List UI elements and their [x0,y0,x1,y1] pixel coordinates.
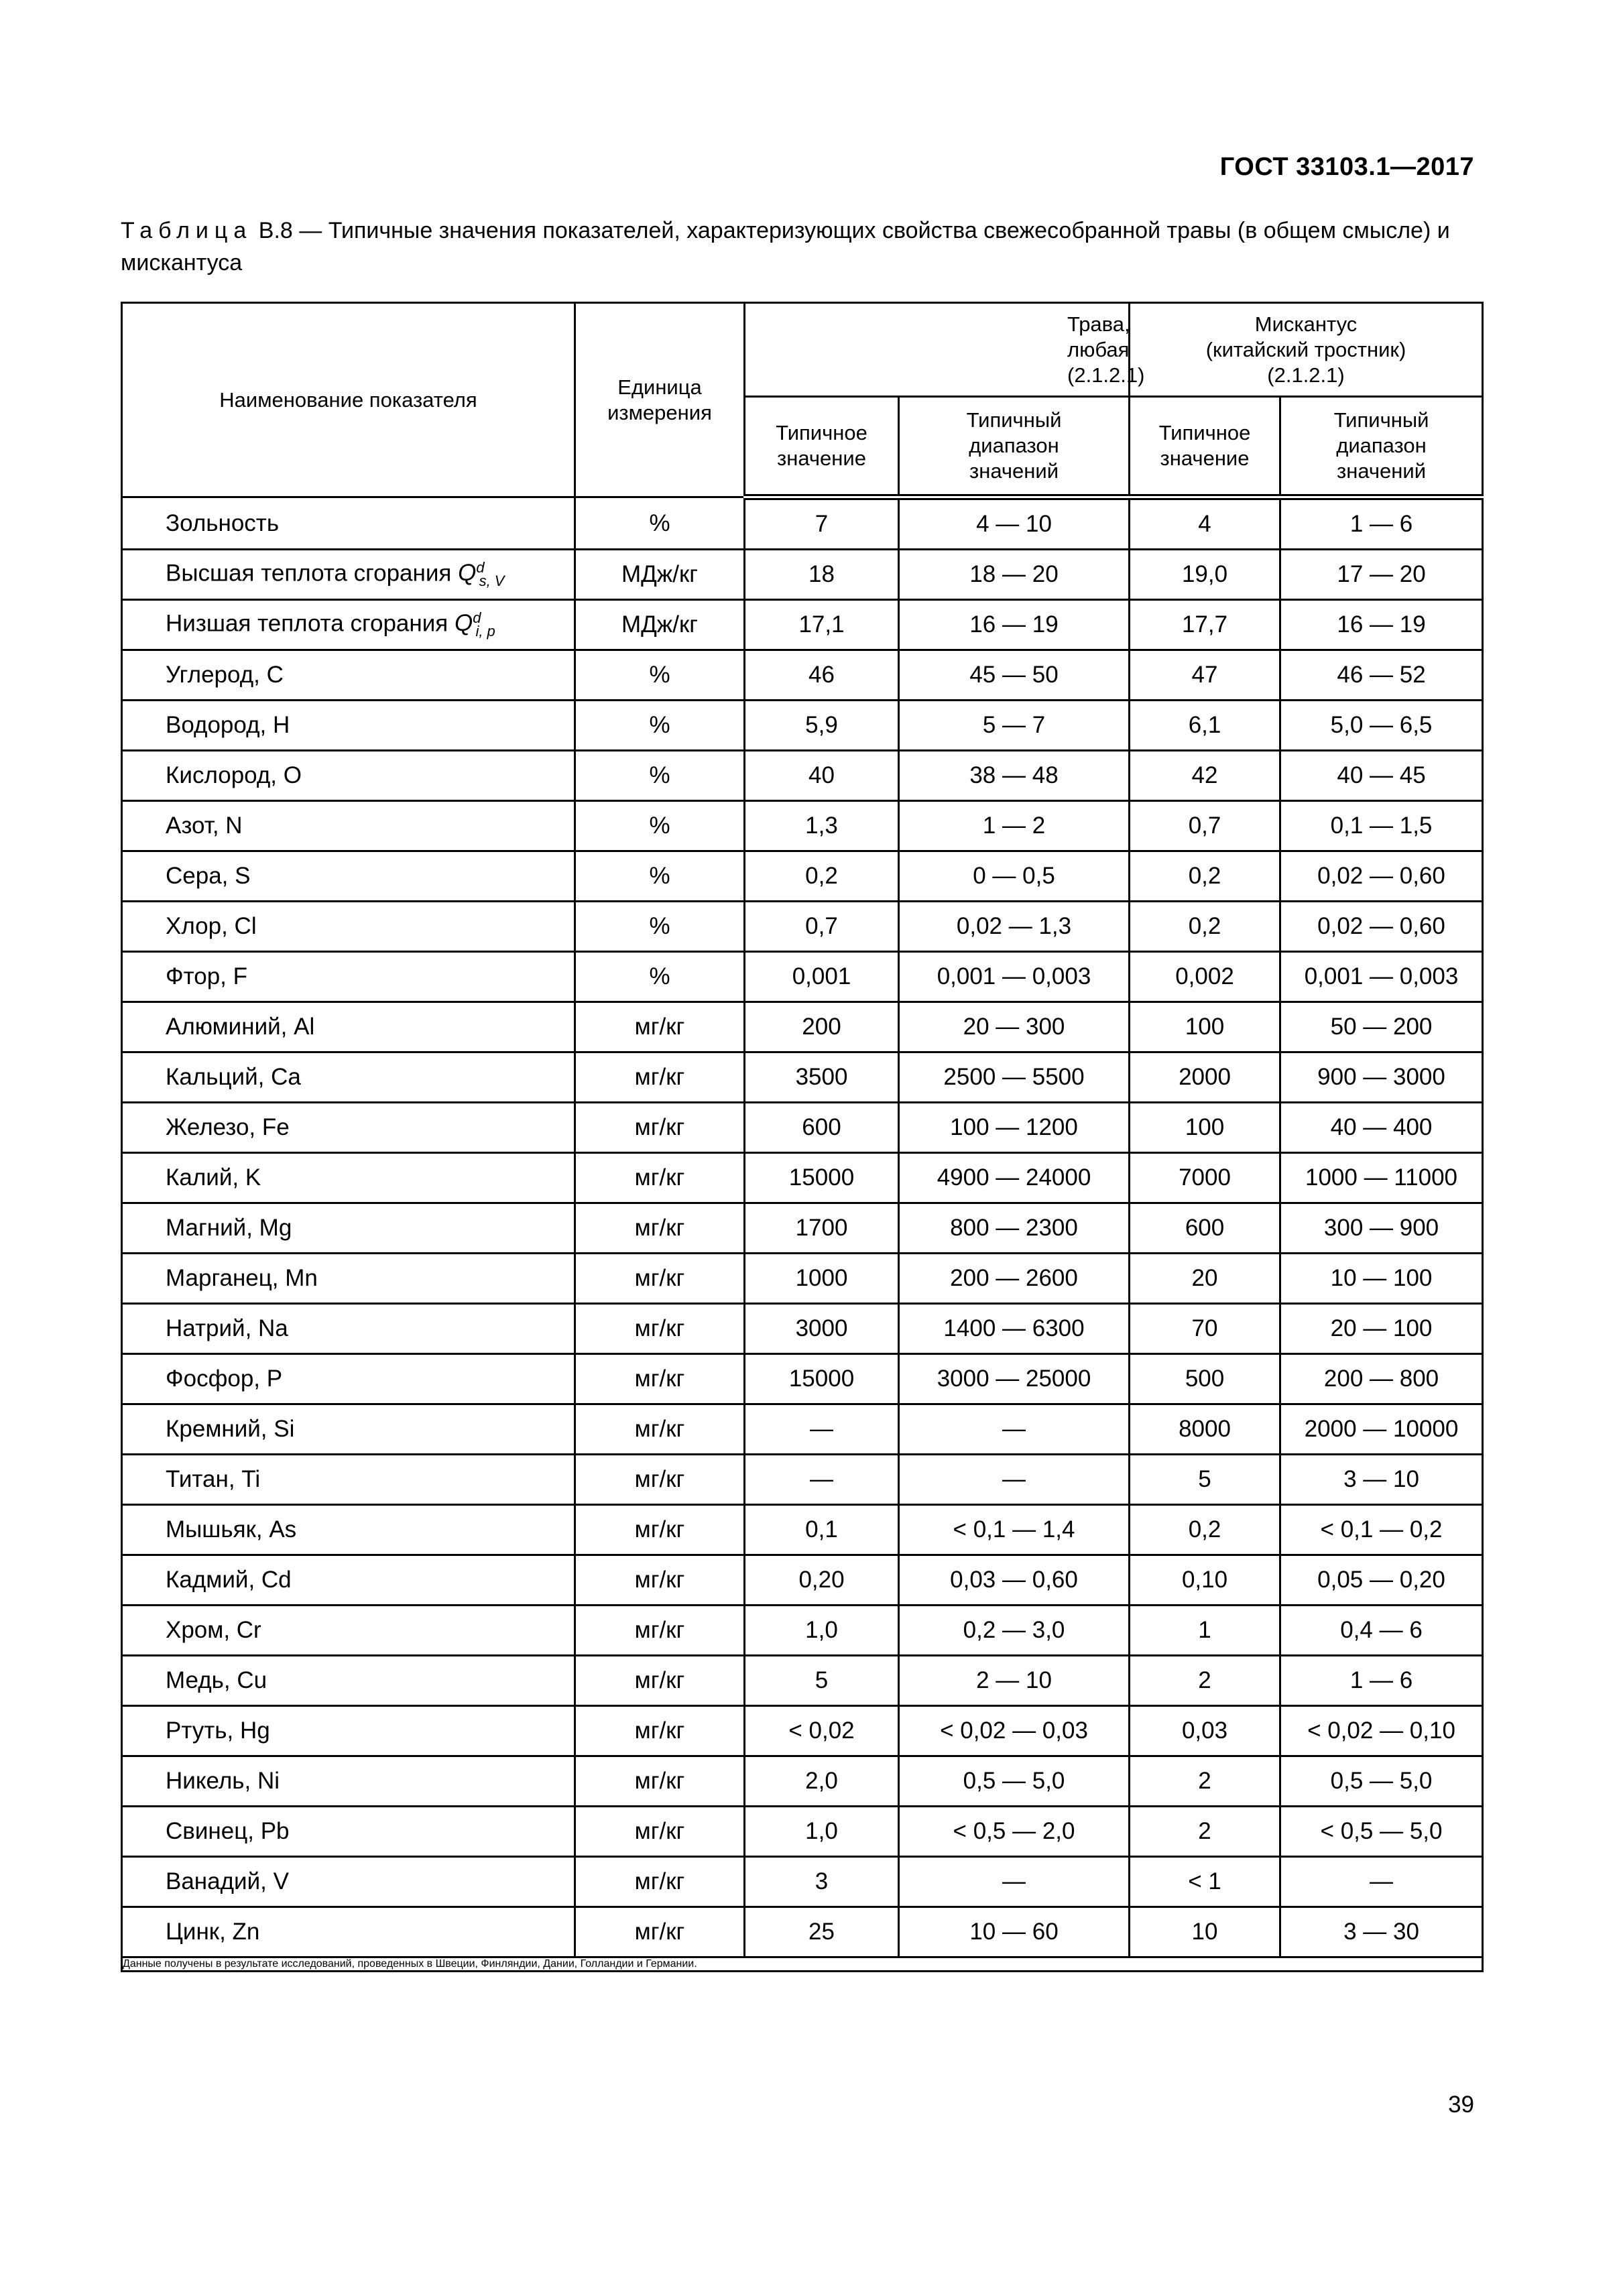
row-indicator-name [122,1002,575,1052]
cell-grass-typical: 1700 [745,1203,899,1254]
row-indicator-name [122,650,575,701]
table-row [122,497,1483,550]
cell-grass-typical: 0,7 [745,902,899,952]
cell-misc-typical: 8000 [1130,1404,1280,1455]
cell-unit: мг/кг [575,1807,745,1857]
row-indicator-name [122,1555,575,1606]
table-row [122,1002,1483,1052]
cell-unit: МДж/кг [575,550,745,600]
row-indicator-name [122,1756,575,1807]
row-indicator-name [122,1606,575,1656]
cell-misc-range: — [1280,1857,1483,1907]
indicator-label: Фосфор, P [166,1366,283,1392]
cell-misc-typical: 0,2 [1130,1505,1280,1555]
header-indicator: Наименование показателя [122,303,575,497]
cell-grass-range: 0,02 — 1,3 [899,902,1130,952]
row-indicator-name [122,902,575,952]
symbol-superscript: d [473,609,481,626]
indicator-label: Кремний, Si [166,1416,295,1442]
indicator-label: Низшая теплота сгорания [166,610,448,637]
row-indicator-name [122,1857,575,1907]
cell-misc-range: 0,02 — 0,60 [1280,851,1483,902]
indicator-label: Ванадий, V [166,1868,289,1894]
cell-misc-range: 5,0 — 6,5 [1280,701,1483,751]
indicator-label: Высшая теплота сгорания [166,560,452,587]
cell-grass-typical: 15000 [745,1354,899,1404]
cell-misc-typical: 17,7 [1130,600,1280,650]
cell-grass-range: 2 — 10 [899,1656,1130,1706]
cell-unit: % [575,902,745,952]
caption-number: В.8 [258,218,293,243]
cell-unit: % [575,851,745,902]
caption-dash: — [292,218,328,243]
table-row [122,902,1483,952]
miscanthus-line-1: Мискантус [1254,312,1358,336]
cell-misc-range: 16 — 19 [1280,600,1483,650]
table-row [122,801,1483,851]
cell-grass-range: 20 — 300 [899,1002,1130,1052]
table-row [122,751,1483,801]
table-row [122,1807,1483,1857]
cell-misc-typical: 600 [1130,1203,1280,1254]
cell-misc-range: 0,05 — 0,20 [1280,1555,1483,1606]
indicator-label: Водород, H [166,712,290,738]
cell-grass-typical: < 0,02 [745,1706,899,1756]
table-row [122,1052,1483,1103]
symbol-subscript: s, V [479,572,505,590]
cell-misc-range: 46 — 52 [1280,650,1483,701]
cell-grass-range: 18 — 20 [899,550,1130,600]
cell-grass-typical: 600 [745,1103,899,1153]
table-row [122,1203,1483,1254]
symbol-superscript: d [476,558,485,576]
table-row [122,1606,1483,1656]
cell-unit: мг/кг [575,1354,745,1404]
cell-grass-range: — [899,1404,1130,1455]
cell-misc-range: 0,5 — 5,0 [1280,1756,1483,1807]
indicator-label: Азот, N [166,812,243,839]
cell-unit: мг/кг [575,1052,745,1103]
cell-misc-typical: 2 [1130,1756,1280,1807]
indicator-label: Углерод, C [166,662,284,688]
table-row [122,1455,1483,1505]
table-row [122,851,1483,902]
standard-code: ГОСТ 33103.1—2017 [1219,153,1474,181]
table-row [122,1304,1483,1354]
cell-unit: мг/кг [575,1254,745,1304]
cell-misc-typical: 7000 [1130,1153,1280,1203]
miscanthus-line-3: (2.1.2.1) [1267,363,1345,387]
cell-misc-range: 1 — 6 [1280,1656,1483,1706]
cell-unit: % [575,497,745,550]
cell-unit: мг/кг [575,1455,745,1505]
cell-unit: мг/кг [575,1002,745,1052]
row-indicator-name [122,1656,575,1706]
miscanthus-line-2: (китайский тростник) [1205,337,1406,361]
cell-unit: мг/кг [575,1404,745,1455]
cell-unit: мг/кг [575,1756,745,1807]
row-indicator-name [122,1907,575,1957]
cell-unit: мг/кг [575,1606,745,1656]
symbol-letter: Q [458,560,477,587]
cell-grass-range: 5 — 7 [899,701,1130,751]
cell-grass-range: 2500 — 5500 [899,1052,1130,1103]
cell-grass-range: < 0,1 — 1,4 [899,1505,1130,1555]
cell-misc-typical: 2 [1130,1656,1280,1706]
cell-unit: мг/кг [575,1706,745,1756]
data-table [121,302,1484,1972]
cell-grass-range: 0,5 — 5,0 [899,1756,1130,1807]
table-row [122,1907,1483,1957]
cell-misc-typical: 42 [1130,751,1280,801]
indicator-label: Магний, Mg [166,1215,292,1241]
cell-misc-typical: 0,002 [1130,952,1280,1002]
cell-misc-range: < 0,5 — 5,0 [1280,1807,1483,1857]
indicator-label: Марганец, Mn [166,1265,318,1291]
table-row [122,1153,1483,1203]
cell-grass-typical: 5,9 [745,701,899,751]
indicator-label: Цинк, Zn [166,1919,260,1945]
page-number: 39 [1448,2092,1474,2118]
cell-unit: мг/кг [575,1505,745,1555]
table-row [122,952,1483,1002]
table-row [122,550,1483,600]
cell-grass-typical: 15000 [745,1153,899,1203]
cell-misc-range: 1000 — 11000 [1280,1153,1483,1203]
cell-grass-range: 200 — 2600 [899,1254,1130,1304]
table-row [122,1103,1483,1153]
cell-unit: мг/кг [575,1907,745,1957]
cell-grass-range: 3000 — 25000 [899,1354,1130,1404]
cell-grass-typical: 0,2 [745,851,899,902]
cell-unit: % [575,650,745,701]
cell-misc-range: 0,1 — 1,5 [1280,801,1483,851]
cell-misc-typical: 47 [1130,650,1280,701]
cell-grass-range: 1400 — 6300 [899,1304,1130,1354]
indicator-label: Кадмий, Cd [166,1567,292,1593]
row-indicator-name [122,1505,575,1555]
cell-grass-typical: 2,0 [745,1756,899,1807]
cell-grass-range: 4 — 10 [899,497,1130,550]
indicator-label: Свинец, Pb [166,1818,290,1844]
cell-grass-typical: 1000 [745,1254,899,1304]
cell-unit: мг/кг [575,1857,745,1907]
cell-grass-typical: 0,1 [745,1505,899,1555]
cell-grass-typical: 1,0 [745,1807,899,1857]
table-body [122,497,1483,1957]
cell-grass-range: 10 — 60 [899,1907,1130,1957]
indicator-symbol [454,609,495,640]
indicator-label: Сера, S [166,863,251,889]
cell-misc-typical: 2000 [1130,1052,1280,1103]
row-indicator-name [122,1404,575,1455]
cell-misc-typical: 4 [1130,497,1280,550]
row-indicator-name [122,1354,575,1404]
table-row [122,1555,1483,1606]
header-miscanthus-group [1130,303,1483,397]
cell-grass-typical: 46 [745,650,899,701]
indicator-label: Кислород, O [166,762,302,788]
row-indicator-name [122,1807,575,1857]
cell-grass-range: — [899,1857,1130,1907]
cell-grass-range: 0,2 — 3,0 [899,1606,1130,1656]
cell-misc-typical: < 1 [1130,1857,1280,1907]
row-indicator-name [122,1153,575,1203]
row-indicator-name [122,851,575,902]
row-indicator-name [122,497,575,550]
indicator-label: Калий, K [166,1164,261,1191]
table-row [122,1857,1483,1907]
indicator-symbol [458,558,505,590]
cell-misc-range: < 0,1 — 0,2 [1280,1505,1483,1555]
cell-unit: мг/кг [575,1153,745,1203]
cell-misc-range: 20 — 100 [1280,1304,1483,1354]
cell-misc-range: 900 — 3000 [1280,1052,1483,1103]
table-caption [121,215,1482,279]
table-row [122,1505,1483,1555]
cell-misc-typical: 0,2 [1130,902,1280,952]
cell-misc-range: 2000 — 10000 [1280,1404,1483,1455]
cell-grass-typical: 3000 [745,1304,899,1354]
table-row [122,600,1483,650]
indicator-label: Фтор, F [166,963,248,989]
cell-grass-range: 0,03 — 0,60 [899,1555,1130,1606]
cell-misc-range: 0,001 — 0,003 [1280,952,1483,1002]
indicator-label: Кальций, Ca [166,1064,301,1090]
cell-misc-typical: 0,03 [1130,1706,1280,1756]
cell-misc-range: 50 — 200 [1280,1002,1483,1052]
row-indicator-name [122,600,575,650]
indicator-label: Медь, Cu [166,1667,267,1693]
cell-grass-typical: 18 [745,550,899,600]
cell-misc-range: 3 — 30 [1280,1907,1483,1957]
caption-label: Таблица [121,218,253,243]
table-row [122,1254,1483,1304]
cell-grass-range: 1 — 2 [899,801,1130,851]
cell-unit: мг/кг [575,1555,745,1606]
cell-misc-typical: 100 [1130,1103,1280,1153]
cell-unit: мг/кг [575,1656,745,1706]
cell-grass-range: 100 — 1200 [899,1103,1130,1153]
table-row [122,1354,1483,1404]
row-indicator-name [122,701,575,751]
cell-misc-typical: 1 [1130,1606,1280,1656]
table-row [122,1656,1483,1706]
cell-misc-typical: 100 [1130,1002,1280,1052]
symbol-letter: Q [454,610,473,637]
symbol-subscript: i, p [475,623,495,640]
cell-misc-typical: 0,2 [1130,851,1280,902]
table-note: Данные получены в результате исследований, проведенных в Швеции, Финляндии, Дании, Голландии и Германии. [122,1957,1483,1972]
row-indicator-name [122,1455,575,1505]
row-indicator-name [122,1304,575,1354]
cell-unit: % [575,751,745,801]
indicator-label: Ртуть, Hg [166,1717,270,1744]
cell-grass-range: 0 — 0,5 [899,851,1130,902]
cell-unit: МДж/кг [575,600,745,650]
cell-misc-typical: 6,1 [1130,701,1280,751]
table-row [122,1404,1483,1455]
cell-grass-range: < 0,5 — 2,0 [899,1807,1130,1857]
row-indicator-name [122,952,575,1002]
cell-misc-range: 200 — 800 [1280,1354,1483,1404]
header-grass-range: Типичный диапазон значений [899,397,1130,497]
cell-misc-typical: 2 [1130,1807,1280,1857]
row-indicator-name [122,751,575,801]
cell-unit: мг/кг [575,1203,745,1254]
cell-grass-typical: 3 [745,1857,899,1907]
row-indicator-name [122,1254,575,1304]
cell-unit: мг/кг [575,1304,745,1354]
indicator-label: Алюминий, Al [166,1014,315,1040]
cell-grass-typical: 1,3 [745,801,899,851]
cell-grass-typical: 0,001 [745,952,899,1002]
header-misc-typical: Типичное значение [1130,397,1280,497]
indicator-label: Натрий, Na [166,1315,288,1341]
row-indicator-name [122,1203,575,1254]
cell-grass-typical: 40 [745,751,899,801]
indicator-label: Зольность [166,509,280,536]
cell-grass-typical: — [745,1404,899,1455]
cell-misc-typical: 0,10 [1130,1555,1280,1606]
header-grass-group: Трава, любая (2.1.2.1) [745,303,1130,397]
cell-grass-range: 0,001 — 0,003 [899,952,1130,1002]
cell-grass-range: < 0,02 — 0,03 [899,1706,1130,1756]
cell-misc-typical: 70 [1130,1304,1280,1354]
indicator-label: Титан, Ti [166,1466,261,1492]
indicator-label: Мышьяк, As [166,1516,297,1543]
cell-misc-range: 1 — 6 [1280,497,1483,550]
cell-misc-range: 10 — 100 [1280,1254,1483,1304]
row-indicator-name [122,801,575,851]
cell-misc-range: 3 — 10 [1280,1455,1483,1505]
indicator-label: Железо, Fe [166,1114,290,1140]
cell-grass-range: 45 — 50 [899,650,1130,701]
cell-misc-range: 40 — 400 [1280,1103,1483,1153]
cell-unit: % [575,952,745,1002]
cell-unit: % [575,801,745,851]
table-row [122,650,1483,701]
row-indicator-name [122,550,575,600]
header-misc-range: Типичный диапазон значений [1280,397,1483,497]
cell-grass-range: 16 — 19 [899,600,1130,650]
cell-misc-range: 40 — 45 [1280,751,1483,801]
cell-misc-typical: 19,0 [1130,550,1280,600]
cell-grass-typical: 1,0 [745,1606,899,1656]
cell-grass-typical: 200 [745,1002,899,1052]
cell-misc-typical: 500 [1130,1354,1280,1404]
cell-unit: мг/кг [575,1103,745,1153]
cell-grass-typical: 25 [745,1907,899,1957]
cell-misc-typical: 5 [1130,1455,1280,1505]
indicator-label: Никель, Ni [166,1768,280,1794]
cell-grass-range: 38 — 48 [899,751,1130,801]
cell-misc-typical: 0,7 [1130,801,1280,851]
table-row [122,1756,1483,1807]
cell-grass-typical: 5 [745,1656,899,1706]
cell-unit: % [575,701,745,751]
cell-grass-range: — [899,1455,1130,1505]
cell-grass-typical: 7 [745,497,899,550]
cell-grass-range: 4900 — 24000 [899,1153,1130,1203]
cell-misc-typical: 20 [1130,1254,1280,1304]
header-unit: Единица измерения [575,303,745,497]
cell-misc-range: 0,4 — 6 [1280,1606,1483,1656]
cell-grass-typical: 0,20 [745,1555,899,1606]
header-grass-typical: Типичное значение [745,397,899,497]
indicator-label: Хлор, Cl [166,913,257,939]
row-indicator-name [122,1706,575,1756]
cell-misc-range: < 0,02 — 0,10 [1280,1706,1483,1756]
row-indicator-name [122,1052,575,1103]
cell-grass-range: 800 — 2300 [899,1203,1130,1254]
cell-grass-typical: 3500 [745,1052,899,1103]
cell-misc-range: 17 — 20 [1280,550,1483,600]
cell-misc-range: 0,02 — 0,60 [1280,902,1483,952]
table-row [122,1706,1483,1756]
cell-grass-typical: 17,1 [745,600,899,650]
cell-grass-typical: — [745,1455,899,1505]
indicator-label: Хром, Cr [166,1617,261,1643]
cell-misc-typical: 10 [1130,1907,1280,1957]
cell-misc-range: 300 — 900 [1280,1203,1483,1254]
table-row [122,701,1483,751]
caption-title: Типичные значения показателей, характеризующих свойства свежесобранной травы (в общем смысле) и мискантуса [121,218,1450,276]
row-indicator-name [122,1103,575,1153]
